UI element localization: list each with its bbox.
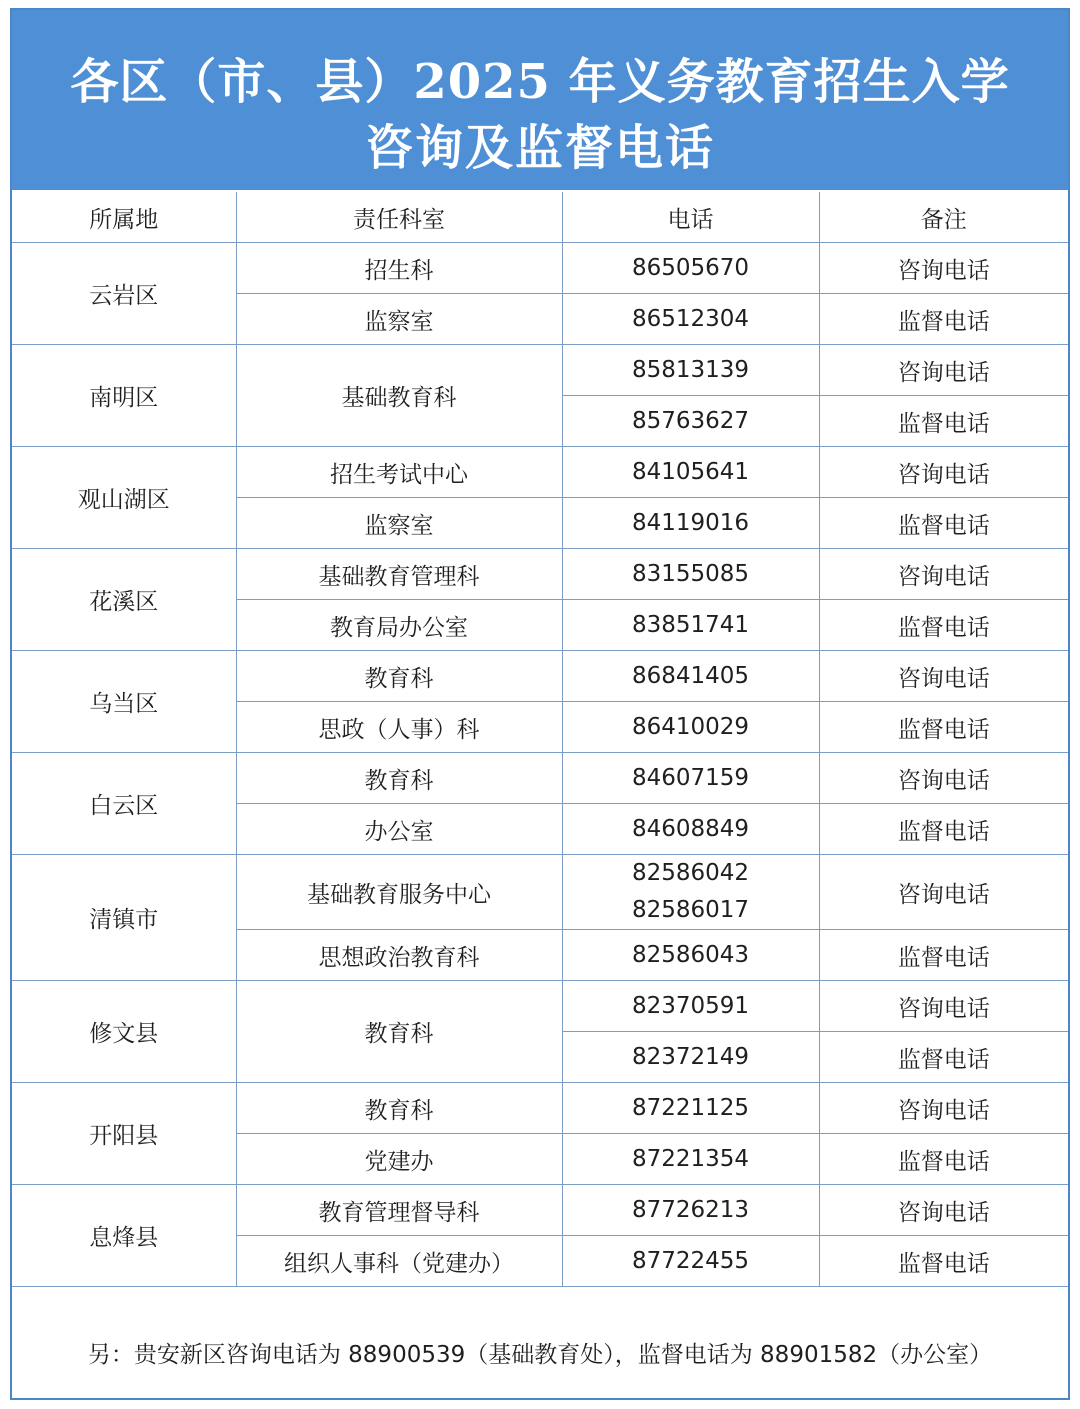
title-banner	[12, 10, 1068, 190]
header-region: 所属地	[12, 192, 236, 243]
table-header-row	[12, 192, 1068, 243]
phone-cell: 82586043	[562, 930, 819, 981]
phone-number: 82586017	[631, 897, 750, 923]
note-cell: 咨询电话	[819, 981, 1068, 1032]
region-cell: 观山湖区	[12, 447, 236, 549]
header-note: 备注	[819, 192, 1068, 243]
department-cell: 基础教育科	[236, 345, 562, 447]
department-cell: 招生考试中心	[236, 447, 562, 498]
phone-cell	[562, 855, 819, 930]
table-row	[12, 447, 1068, 498]
region-cell: 花溪区	[12, 549, 236, 651]
title-line-2: 咨询及监督电话	[364, 120, 715, 176]
department-cell: 思政（人事）科	[236, 702, 562, 753]
phone-cell: 87726213	[562, 1185, 819, 1236]
table-row	[12, 855, 1068, 930]
phone-cell: 84105641	[562, 447, 819, 498]
title-line-1: 各区（市、县）2025 年义务教育招生入学	[70, 54, 1010, 110]
phone-cell: 83155085	[562, 549, 819, 600]
region-cell: 乌当区	[12, 651, 236, 753]
phone-cell: 86505670	[562, 243, 819, 294]
department-cell: 基础教育服务中心	[236, 855, 562, 930]
phone-table	[12, 192, 1068, 1287]
header-phone: 电话	[562, 192, 819, 243]
phone-cell: 82372149	[562, 1032, 819, 1083]
department-cell: 教育局办公室	[236, 600, 562, 651]
region-cell: 修文县	[12, 981, 236, 1083]
note-cell: 咨询电话	[819, 549, 1068, 600]
table-row	[12, 243, 1068, 294]
footer-note: 另：贵安新区咨询电话为 88900539（基础教育处），监督电话为 88901582（办公室）	[87, 1342, 993, 1368]
region-cell: 清镇市	[12, 855, 236, 981]
table-row	[12, 753, 1068, 804]
note-cell: 监督电话	[819, 804, 1068, 855]
department-cell: 党建办	[236, 1134, 562, 1185]
region-cell: 云岩区	[12, 243, 236, 345]
region-cell: 南明区	[12, 345, 236, 447]
phone-cell: 86841405	[562, 651, 819, 702]
note-cell: 监督电话	[819, 294, 1068, 345]
region-cell: 白云区	[12, 753, 236, 855]
note-cell: 监督电话	[819, 930, 1068, 981]
header-department: 责任科室	[236, 192, 562, 243]
document-frame	[10, 8, 1070, 1400]
phone-cell: 86512304	[562, 294, 819, 345]
department-cell: 监察室	[236, 498, 562, 549]
note-cell: 咨询电话	[819, 447, 1068, 498]
note-cell: 咨询电话	[819, 651, 1068, 702]
note-cell: 监督电话	[819, 702, 1068, 753]
note-cell: 监督电话	[819, 1134, 1068, 1185]
table-row	[12, 981, 1068, 1032]
note-cell: 监督电话	[819, 1032, 1068, 1083]
phone-cell: 84608849	[562, 804, 819, 855]
phone-cell: 87221125	[562, 1083, 819, 1134]
department-cell: 基础教育管理科	[236, 549, 562, 600]
department-cell: 组织人事科（党建办）	[236, 1236, 562, 1287]
table-row	[12, 1083, 1068, 1134]
note-cell: 咨询电话	[819, 1185, 1068, 1236]
phone-cell: 85813139	[562, 345, 819, 396]
department-cell: 招生科	[236, 243, 562, 294]
phone-cell: 87221354	[562, 1134, 819, 1185]
table-row	[12, 651, 1068, 702]
phone-number: 82586042	[631, 860, 750, 886]
phone-cell: 82370591	[562, 981, 819, 1032]
note-cell: 咨询电话	[819, 855, 1068, 930]
phone-cell: 84119016	[562, 498, 819, 549]
phone-cell: 83851741	[562, 600, 819, 651]
region-cell: 息烽县	[12, 1185, 236, 1287]
note-cell: 咨询电话	[819, 243, 1068, 294]
table-row	[12, 549, 1068, 600]
phone-cell: 84607159	[562, 753, 819, 804]
department-cell: 教育管理督导科	[236, 1185, 562, 1236]
note-cell: 咨询电话	[819, 753, 1068, 804]
note-cell: 咨询电话	[819, 1083, 1068, 1134]
region-cell: 开阳县	[12, 1083, 236, 1185]
note-cell: 监督电话	[819, 600, 1068, 651]
table-row	[12, 345, 1068, 396]
note-cell: 监督电话	[819, 396, 1068, 447]
department-cell: 办公室	[236, 804, 562, 855]
department-cell: 监察室	[236, 294, 562, 345]
department-cell: 教育科	[236, 651, 562, 702]
department-cell: 教育科	[236, 1083, 562, 1134]
note-cell: 咨询电话	[819, 345, 1068, 396]
department-cell: 教育科	[236, 753, 562, 804]
phone-cell: 86410029	[562, 702, 819, 753]
department-cell: 思想政治教育科	[236, 930, 562, 981]
note-cell: 监督电话	[819, 1236, 1068, 1287]
note-cell: 监督电话	[819, 498, 1068, 549]
department-cell: 教育科	[236, 981, 562, 1083]
phone-cell: 87722455	[562, 1236, 819, 1287]
table-row	[12, 1185, 1068, 1236]
phone-cell: 85763627	[562, 396, 819, 447]
